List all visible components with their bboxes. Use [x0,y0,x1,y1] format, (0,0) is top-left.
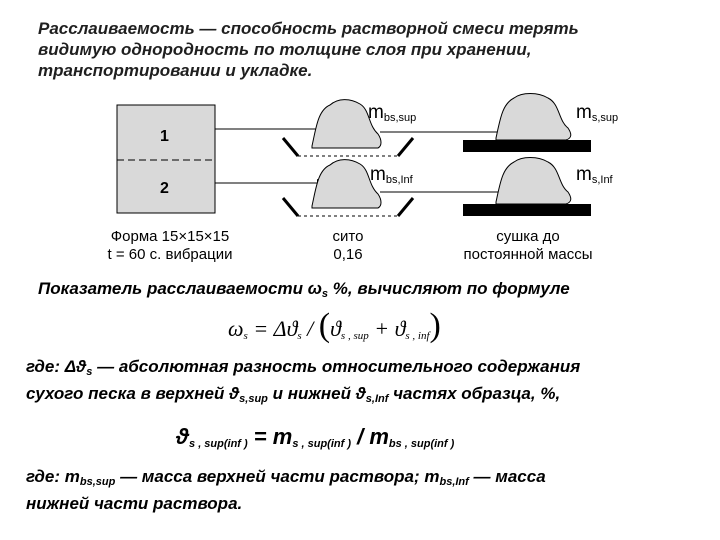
where-explanation-1: где: $\Delta ϑ_s$ — абсолютная разность относительного содержания сухого песка в верхней $ϑ_{s,sup}$ и нижней $ϑ_{s,Inf}$ частях образца, %, [26,357,581,405]
intro-line-3: транспортировании и укладке. [38,61,313,80]
sieve-caption: сито 0,16 [332,228,364,263]
layer-label-bottom: 2 [160,180,169,197]
where-explanation-2: где: $m_{bs,sup}$ — масса верхней части раствора; $m_{bs,Inf}$ — масса нижней части раствора. [26,467,546,513]
intro-line-2: видимую однородность по толщине слоя при хранении, [38,40,532,59]
dry-caption: сушка до постоянной массы [463,228,593,263]
label-m-bs-inf: $m_{bs,Inf}$ [370,164,413,186]
layer-label-top: 1 [160,128,169,145]
intro-line-1: Расслаиваемость — способность растворной смеси терять [38,19,579,38]
dry-sample-bottom [463,158,591,217]
label-m-s-inf: $m_{s,Inf}$ [576,164,613,186]
dry-sample-top [463,94,591,153]
term-highlight: Расслаиваемость [38,19,195,38]
formula-theta: $ϑ_{s , sup(inf )} = m_{s , sup(inf )} / m_{bs , sup(inf )}$ [176,424,455,450]
indicator-sentence: Показатель расслаиваемости $\omega_s$ %, вычисляют по формуле [38,279,570,300]
label-m-bs-sup: $m_{bs,sup}$ [368,102,417,124]
formula-omega: $\omega_s = \Delta ϑ_s / (ϑ_{s , sup} + ϑ_{s , inf})$ [228,307,441,344]
label-m-s-sup: $m_{s,sup}$ [576,102,619,124]
form-caption: Форма 15×15×15 t = 60 с. вибрации [107,228,233,263]
